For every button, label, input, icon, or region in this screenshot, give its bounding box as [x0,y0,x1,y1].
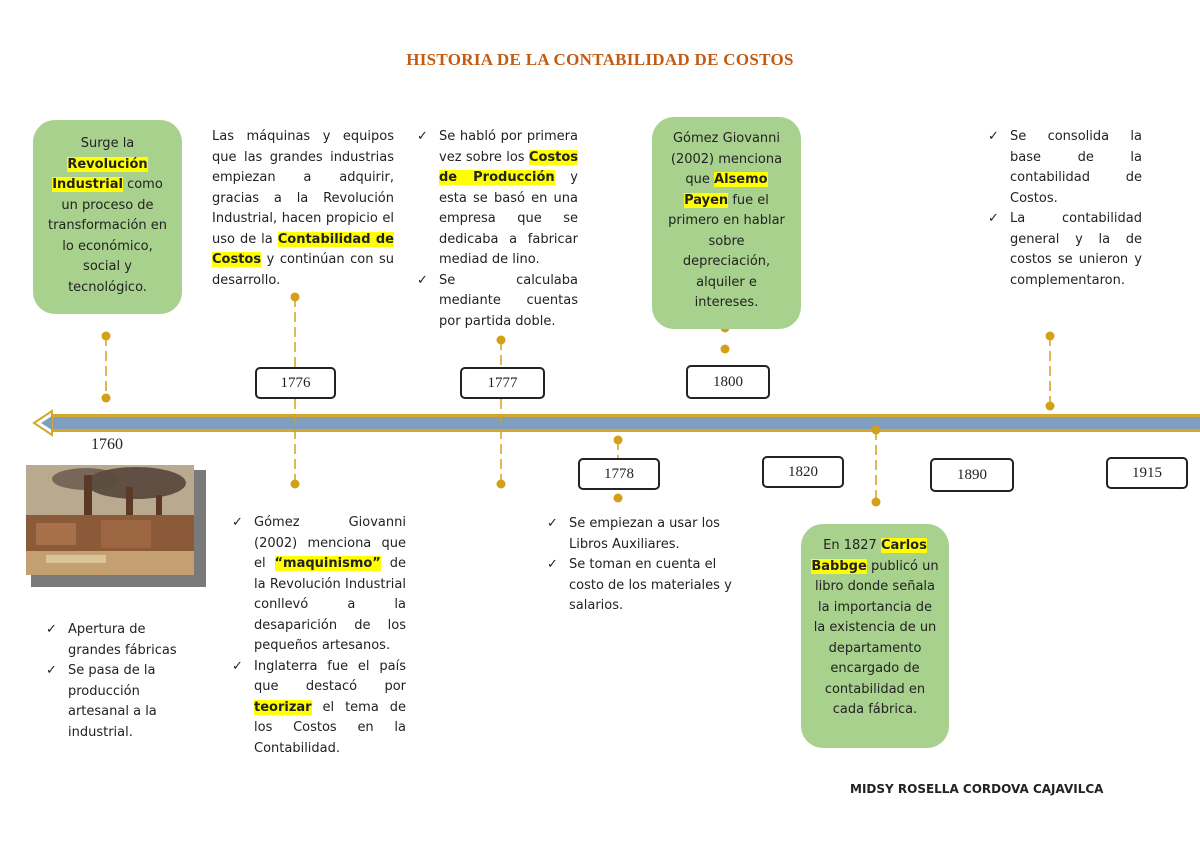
event-box-1820 [801,524,949,748]
highlight-costos-produccion: Costos de Producción [439,149,578,185]
building-2 [101,520,151,548]
highlight-maquinismo: “maquinismo” [274,556,381,571]
list-1777-item-1 [413,127,578,271]
dot-1760-bottom [102,394,111,403]
dot-1777-bottom [497,480,506,489]
list-1777-item-2: ✓ Se calculaba mediante cuentas por partida doble. [413,271,578,333]
list-1890 [984,127,1142,291]
box-1800-text2: fue el primero en hablar sobre depreciación, alquiler e intereses. [668,192,785,310]
list-1776-item-1-part1: Gómez Giovanni (2002) menciona que el [254,515,406,571]
list-1777-item-1-part2: y esta se basó en una empresa que se dedicaba a fabricar mediad de lino. [439,170,578,267]
timeline-band-blue [48,417,1200,429]
event-box-1800 [652,117,801,329]
list-1776-item-2-part2: el tema de los Costos en la Contabilidad. [254,699,406,756]
dot-1890-top [1046,332,1055,341]
page-title: HISTORIA DE LA CONTABILIDAD DE COSTOS [406,50,794,69]
list-1776-bottom [228,513,406,759]
list-1778-item-1: ✓ Se empiezan a usar los Libros Auxiliares. [543,514,743,555]
box-1800-text1: Gómez Giovanni (2002) menciona que [670,131,783,187]
dot-1777-top [497,336,506,345]
year-box-1820: 1820 [762,456,844,488]
year-box-1915: 1915 [1106,457,1188,489]
list-1778 [543,514,743,617]
list-1760 [42,620,192,743]
year-box-1778: 1778 [578,458,660,490]
text-1776-top [212,127,394,291]
list-1776-item-1 [228,513,406,657]
list-1760-item-2: ✓ Se pasa de la producción artesanal a la industrial. [42,661,192,743]
highlight-revolucion-industrial: Revolución Industrial [52,156,148,192]
dot-1760-top [102,332,111,341]
dot-1820-bottom [872,498,881,507]
list-1890-item-1: ✓ Se consolida la base de la contabilidad de Costos. [984,127,1142,209]
timeline-arrow [0,405,1200,445]
dot-1776-bottom [291,480,300,489]
box-1760-text1: Surge la [80,136,135,151]
factory-illustration [26,465,206,587]
year-box-1777: 1777 [460,367,545,399]
event-box-1760 [33,120,182,314]
list-1776-item-1-part2: de la Revolución Industrial conllevó a la desaparición de los pequeños artesanos. [254,556,406,653]
box-1820-text1: En 1827 [823,538,877,553]
dot-1800-bottom [721,345,730,354]
box-1760-text2: como un proceso de transformación en lo económico, social y tecnológico. [47,177,168,295]
year-box-1776: 1776 [255,367,336,399]
ground-highlight [46,555,106,563]
list-1760-item-1: ✓ Apertura de grandes fábricas [42,620,192,661]
list-1777 [413,127,578,332]
building-1 [36,523,76,545]
year-box-1800: 1800 [686,365,770,399]
highlight-teorizar: teorizar [254,699,312,715]
dot-1776-top [291,293,300,302]
list-1890-item-2: ✓ La contabilidad general y la de costos se unieron y complementaron. [984,209,1142,291]
list-1778-item-2: ✓ Se toman en cuenta el costo de los materiales y salarios. [543,555,743,617]
box-1820-text2: publicó un libro donde señala la importancia de la existencia de un departamento encargado de contabilidad en cada fábrica. [813,558,939,717]
highlight-carlos-babbge: Carlos Babbge [811,538,927,574]
year-box-1890: 1890 [930,458,1014,492]
list-1777-item-1-part1: Se habló por primera vez sobre los [439,129,578,165]
text-1776-top-part2: y continúan con su desarrollo. [212,252,394,288]
text-1776-top-part1: Las máquinas y equipos que las grandes industrias empiezan a adquirir, gracias a la Revolución Industrial, hacen propicio el uso de la [212,129,394,247]
list-1776-item-2-part1: Inglaterra fue el país que destacó por [254,658,406,694]
author-name: MIDSY ROSELLA CORDOVA CAJAVILCA [850,782,1104,796]
dot-1778-bottom [614,494,623,503]
highlight-contabilidad-costos: Contabilidad de Costos [212,231,394,267]
list-1776-item-2 [228,657,406,760]
year-1760: 1760 [91,436,123,453]
highlight-alsemo-payen: Alsemo Payen [684,172,768,208]
